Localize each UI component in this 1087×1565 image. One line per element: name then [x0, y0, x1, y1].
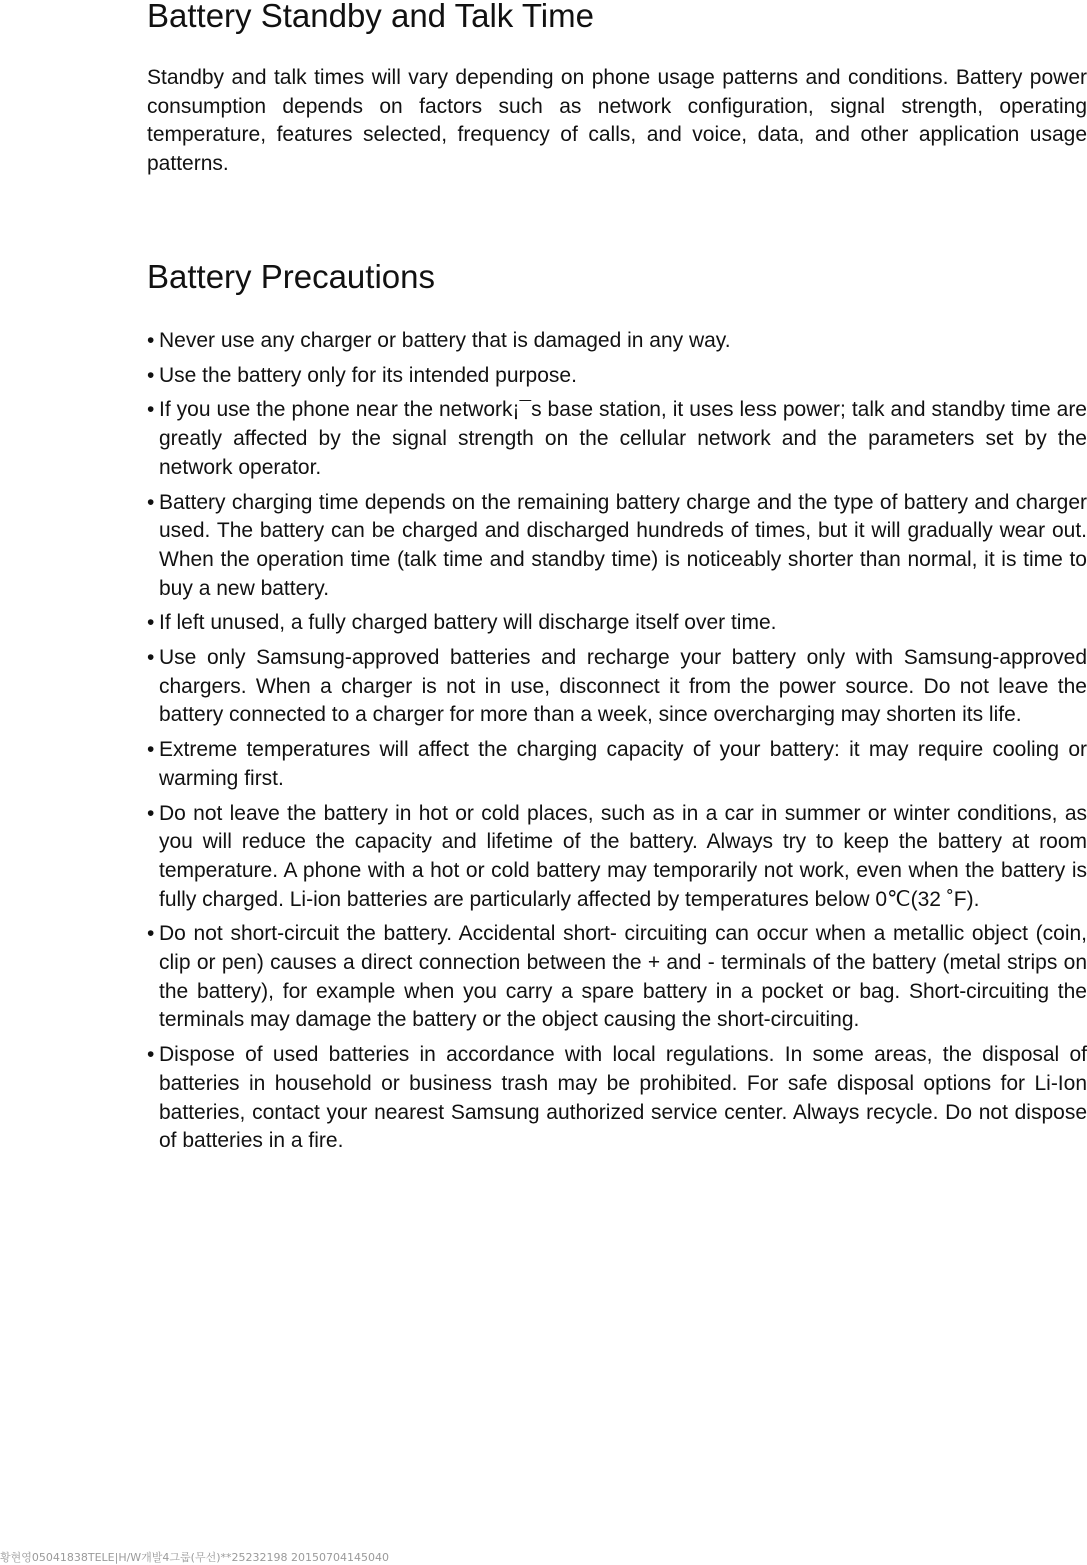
list-item — [147, 327, 1087, 356]
list-item — [147, 489, 1087, 604]
precautions-heading: Battery Precautions — [147, 258, 435, 295]
bullet-icon: • — [147, 922, 155, 946]
list-item-text: Dispose of used batteries in accordance with local regulations. In some areas, the disposal of batteries in household or business trash may be prohibited. For safe disposal options for Li-Ion batteries, contact your nearest Samsung authorized service center. Always recycle. Do not dispose of batteries in a fire. — [159, 1043, 1087, 1153]
list-item-text: Do not leave the battery in hot or cold places, such as in a car in summer or winter conditions, as you will reduce the capacity and lifetime of the battery. Always try to keep the battery at room temperature. A phone with a hot or cold battery may temporarily not work, even when the battery is fully charged. Li-ion batteries are particularly affected by temperatures below 0℃(32 ˚F). — [159, 801, 1087, 911]
list-item-text: Do not short-circuit the battery. Accidental short- circuiting can occur when a metallic object (coin, clip or pen) causes a direct connection between the + and - terminals of the battery (metal strips on the battery), for example when you carry a spare battery in a pocket or bag. Short-circuiting the terminals may damage the battery or the object causing the short-circuiting. — [159, 922, 1087, 1032]
list-item — [147, 609, 1087, 638]
list-item — [147, 362, 1087, 391]
bullet-icon: • — [147, 801, 155, 825]
list-item — [147, 920, 1087, 1035]
bullet-icon: • — [147, 611, 155, 635]
list-item-text: Use only Samsung-approved batteries and recharge your battery only with Samsung-approved chargers. When a charger is not in use, disconnect it from the power source. Do not leave the battery connected to a charger for more than a week, since overcharging may shorten its life. — [159, 646, 1087, 727]
list-item — [147, 644, 1087, 730]
list-item-text: Extreme temperatures will affect the charging capacity of your battery: it may require cooling or warming first. — [159, 738, 1087, 790]
document-footer-id: 황현영05041838TELE|H/W개발4그룹(무선)**25232198 20150704145040 — [0, 1551, 389, 1564]
precautions-list — [147, 327, 1087, 1162]
bullet-icon: • — [147, 1043, 155, 1067]
bullet-icon: • — [147, 738, 155, 762]
bullet-icon: • — [147, 490, 155, 514]
standby-heading: Battery Standby and Talk Time — [147, 0, 594, 34]
list-item — [147, 1041, 1087, 1156]
list-item-text: If you use the phone near the network¡¯s base station, it uses less power; talk and standby time are greatly affected by the signal strength on the cellular network and the parameters set by the network operator. — [159, 398, 1087, 479]
list-item-text: Never use any charger or battery that is damaged in any way. — [159, 329, 731, 352]
list-item — [147, 396, 1087, 482]
list-item-text: If left unused, a fully charged battery will discharge itself over time. — [159, 611, 777, 635]
list-item — [147, 736, 1087, 793]
standby-paragraph: Standby and talk times will vary depending on phone usage patterns and conditions. Battery power consumption depends on factors such as network configuration, signal strength, operating temperature, features selected, frequency of calls, and voice, data, and other application usage patterns. — [147, 66, 1087, 175]
list-item-text: Battery charging time depends on the remaining battery charge and the type of battery and charger used. The battery can be charged and discharged hundreds of times, but it will gradually wear out. When the operation time (talk time and standby time) is noticeably shorter than normal, it is time to buy a new battery. — [159, 490, 1087, 600]
bullet-icon: • — [147, 398, 155, 422]
bullet-icon: • — [147, 329, 155, 352]
bullet-icon: • — [147, 646, 155, 670]
bullet-icon: • — [147, 363, 155, 387]
list-item — [147, 800, 1087, 915]
list-item-text: Use the battery only for its intended purpose. — [159, 363, 577, 387]
